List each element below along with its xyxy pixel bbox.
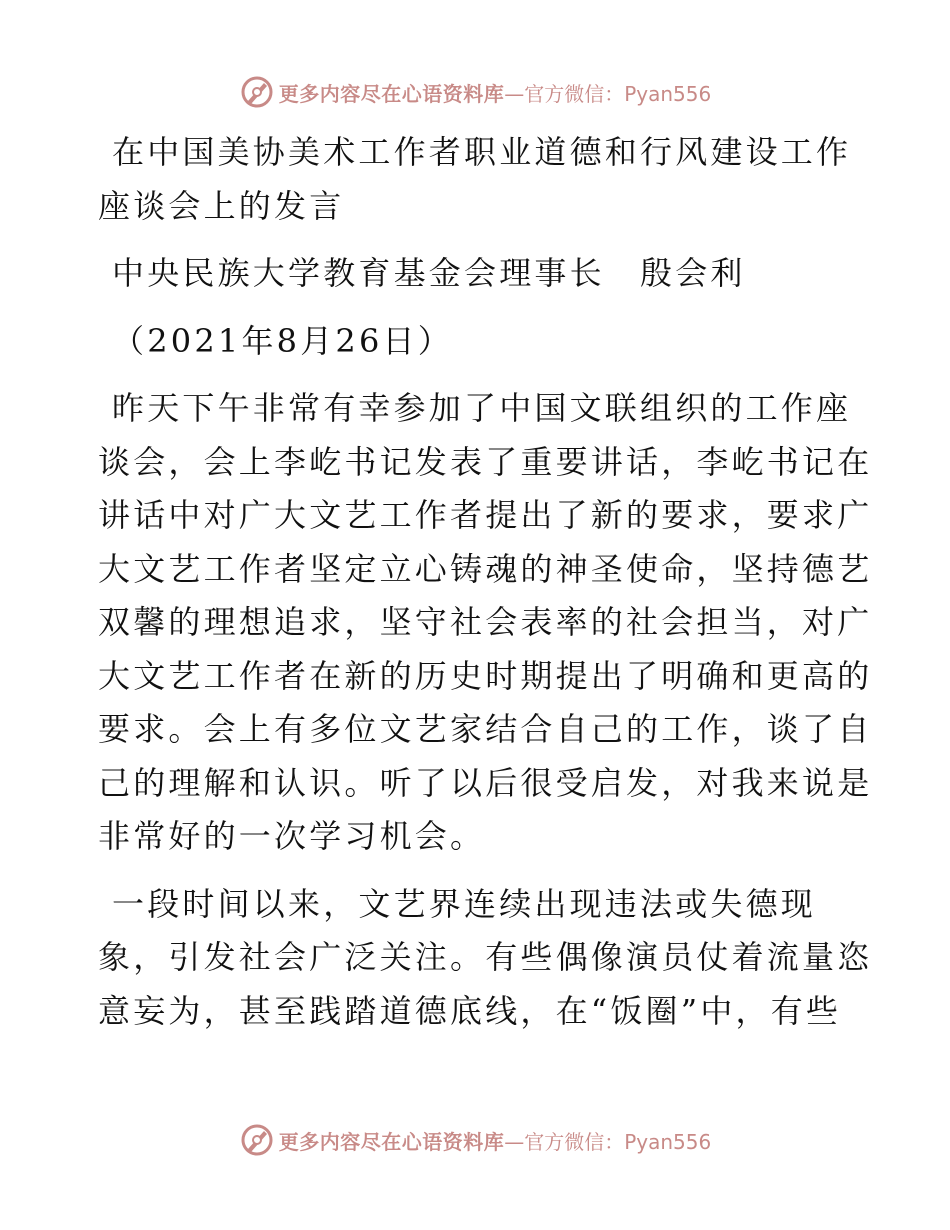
paragraph-line: 己的理解和认识。听了以后很受启发，对我来说是	[98, 763, 873, 802]
watermark-sub-text: —官方微信：Pyan556	[504, 1129, 712, 1154]
quill-logo-icon	[239, 1122, 275, 1158]
paragraph-line: 一段时间以来，文艺界连续出现违法或失德现	[112, 884, 817, 923]
date-line: （2021年8月26日）	[112, 321, 453, 360]
document-body	[98, 126, 873, 1038]
title-line-2: 座谈会上的发言	[98, 186, 345, 225]
paragraph-line: 意妄为，甚至践踏道德底线，在“饭圈”中，有些	[98, 991, 842, 1030]
watermark-main-text: 更多内容尽在心语资料库	[278, 1129, 505, 1154]
paragraph-line: 象，引发社会广泛关注。有些偶像演员仗着流量恣	[98, 938, 873, 976]
paragraph-line: 大文艺工作者坚定立心铸魂的神圣使命，坚持德艺	[98, 549, 873, 588]
title-line-1: 在中国美协美术工作者职业道德和行风建设工作	[112, 133, 852, 171]
paragraph-1	[98, 382, 873, 864]
paragraph-line: 谈会，会上李屹书记发表了重要讲话，李屹书记在	[98, 442, 873, 481]
watermark-sub-text: —官方微信：Pyan556	[504, 81, 712, 106]
author-line: 中央民族大学教育基金会理事长 殷会利	[112, 254, 746, 292]
paragraph-line: 讲话中对广大文艺工作者提出了新的要求，要求广	[98, 496, 873, 534]
paragraph-line: 要求。会上有多位文艺家结合自己的工作，谈了自	[98, 710, 873, 748]
watermark-main-text: 更多内容尽在心语资料库	[278, 81, 505, 106]
paragraph-line: 大文艺工作者在新的历史时期提出了明确和更高的	[98, 656, 873, 695]
paragraph-2	[98, 878, 873, 1039]
paragraph-line: 双馨的理想追求，坚守社会表率的社会担当，对广	[98, 603, 873, 641]
watermark-footer	[0, 1120, 950, 1160]
quill-logo-icon	[239, 74, 275, 110]
watermark-header	[0, 72, 950, 112]
paragraph-line: 昨天下午非常有幸参加了中国文联组织的工作座	[112, 389, 852, 427]
paragraph-line: 非常好的一次学习机会。	[98, 817, 486, 855]
